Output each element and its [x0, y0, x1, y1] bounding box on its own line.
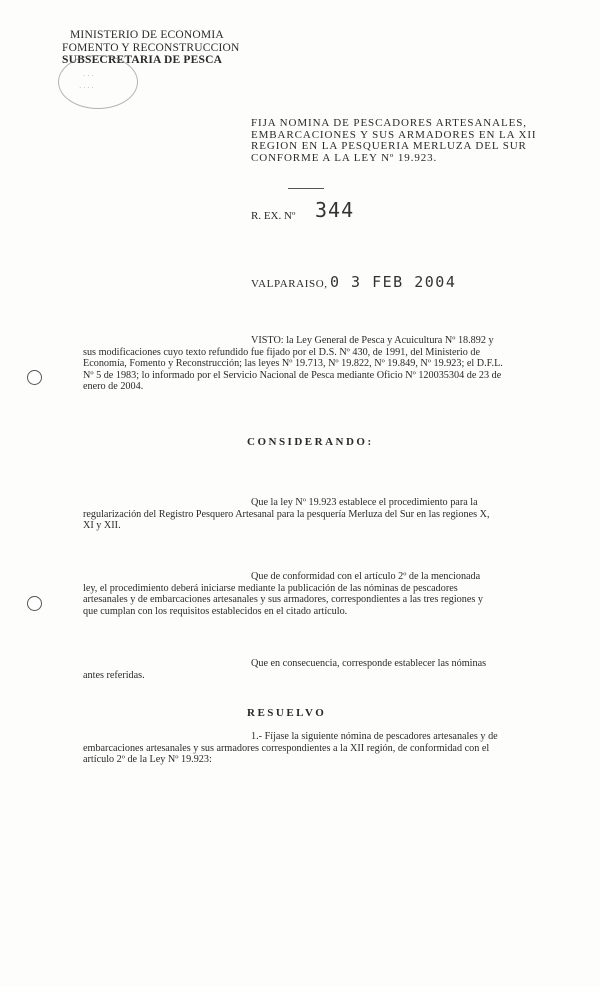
- text-line: Que en consecuencia, corresponde establecer las nóminas: [251, 658, 487, 669]
- date-stamp: 0 3 FEB 2004: [330, 273, 457, 291]
- text-line: Que de conformidad con el artículo 2º de la mencionada: [251, 571, 481, 582]
- document-title: [251, 117, 537, 164]
- text-line: Nº 5 de 1983; lo informado por el Servicio Nacional de Pesca mediante Oficio Nº 120035304 de 23 de: [83, 369, 502, 381]
- number-dash: [288, 188, 324, 189]
- text-line: antes referidas.: [83, 669, 145, 681]
- title-line: FIJA NOMINA DE PESCADORES ARTESANALES,: [251, 117, 527, 129]
- title-line: REGION EN LA PESQUERIA MERLUZA DEL SUR: [251, 140, 527, 152]
- visto-paragraph: [83, 335, 505, 393]
- text-line: VISTO: la Ley General de Pesca y Acuicultura Nº 18.892 y: [251, 335, 494, 346]
- official-stamp: · · · · · · ·: [58, 55, 138, 109]
- text-line: Que la ley Nº 19.923 establece el procedimiento para la: [251, 497, 478, 508]
- text-line: embarcaciones artesanales y sus armadores correspondientes a la XII región, de conformidad con el: [83, 742, 490, 754]
- considerando-paragraph-2: [83, 571, 505, 617]
- subsecretaria-name: SUBSECRETARIA DE PESCA: [62, 54, 223, 66]
- resolution-label: R. EX. Nº: [251, 210, 296, 222]
- resuelvo-heading: RESUELVO: [247, 707, 327, 719]
- resolution-number: 344: [315, 198, 355, 222]
- binder-hole-top: [27, 370, 42, 385]
- ministry-subtitle: FOMENTO Y RECONSTRUCCION: [62, 41, 240, 54]
- resuelvo-paragraph-1: [83, 731, 505, 766]
- considerando-paragraph-1: [83, 497, 505, 532]
- text-line: regularización del Registro Pesquero Artesanal para la pesquería Merluza del Sur en las regiones X,: [83, 508, 490, 520]
- considerando-heading: CONSIDERANDO:: [247, 436, 374, 448]
- text-line: artesanales y de embarcaciones artesanales y sus armadores, correspondientes a las tres regiones y: [83, 594, 483, 606]
- text-line: Economía, Fomento y Reconstrucción; las leyes Nº 19.713, Nº 19.822, Nº 19.849, Nº 19.923; el D.F.L.: [83, 358, 503, 370]
- text-line: sus modificaciones cuyo texto refundido fue fijado por el D.S. Nº 430, de 1991, del Ministerio de: [83, 346, 480, 358]
- place-label: VALPARAISO,: [251, 278, 328, 290]
- text-line: enero de 2004.: [83, 381, 144, 393]
- title-line: CONFORME A LA LEY Nº 19.923.: [251, 151, 438, 164]
- text-line: 1.- Fíjase la siguiente nómina de pescadores artesanales y de: [251, 731, 498, 742]
- ministry-name: MINISTERIO DE ECONOMIA: [70, 29, 224, 41]
- binder-hole-bottom: [27, 596, 42, 611]
- title-line: EMBARCACIONES Y SUS ARMADORES EN LA XII: [251, 128, 537, 141]
- text-line: artículo 2º de la Ley Nº 19.923:: [83, 754, 212, 766]
- text-line: ley, el procedimiento deberá iniciarse mediante la publicación de las nóminas de pescadores: [83, 582, 458, 594]
- text-line: que cumplan con los requisitos establecidos en el citado artículo.: [83, 605, 348, 617]
- text-line: XI y XII.: [83, 520, 121, 532]
- considerando-paragraph-3: [83, 658, 505, 681]
